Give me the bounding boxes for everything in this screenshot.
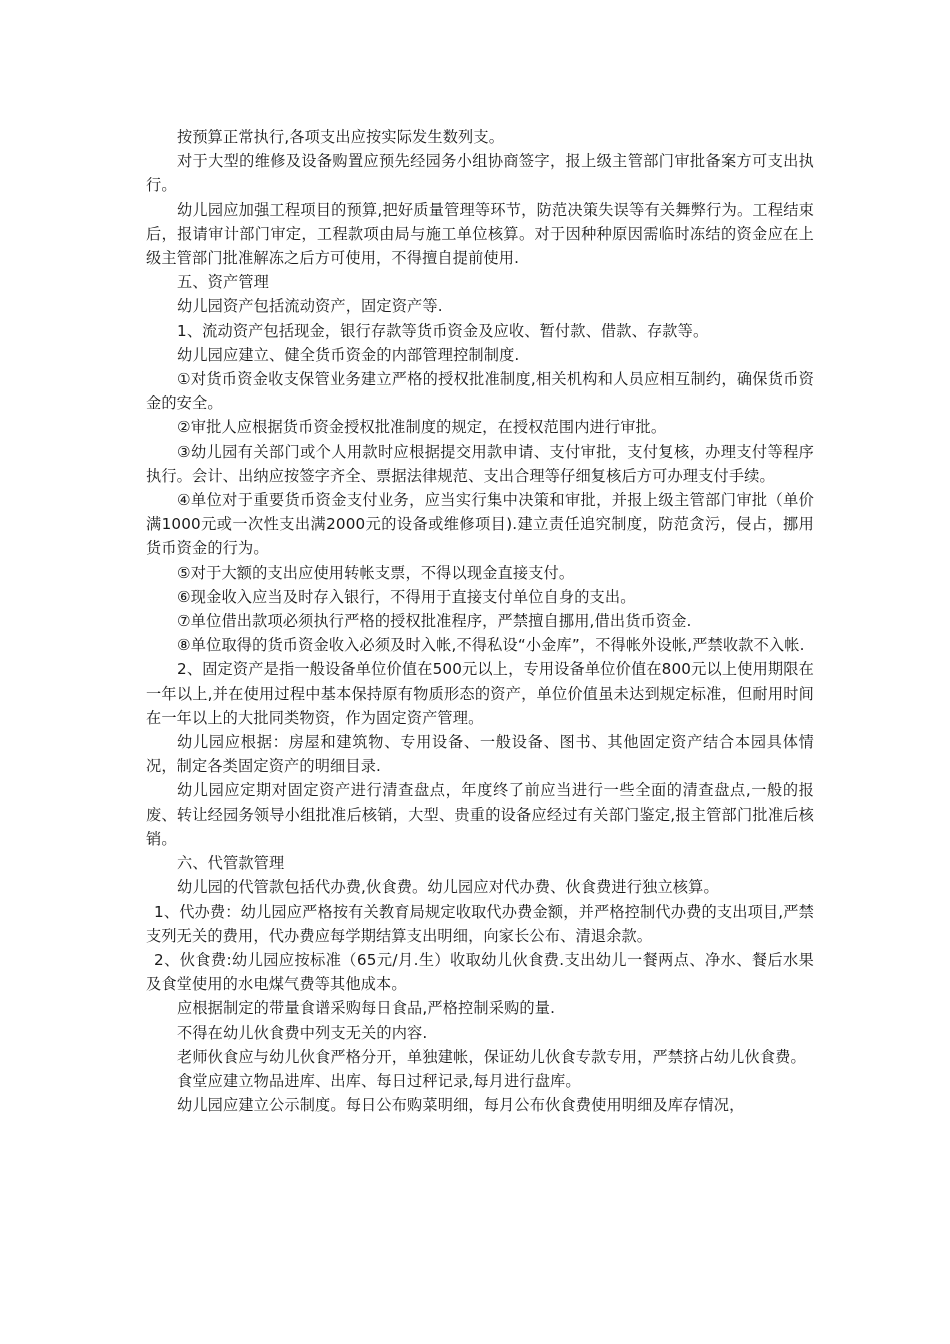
paragraph-17: 幼儿园应根据：房屋和建筑物、专用设备、一般设备、图书、其他固定资产结合本园具体情况，制定各类固定资产的明细目录. (146, 733, 814, 776)
paragraph-1: 按预算正常执行,各项支出应按实际发生数列支。 (177, 128, 505, 146)
paragraph-18: 幼儿园应定期对固定资产进行清查盘点，年度终了前应当进行一些全面的清查盘点,一般的报废、转让经园务领导小组批准后核销，大型、贵重的设备应经过有关部门鉴定,报主管部门批准后核销。 (146, 781, 814, 848)
paragraph-11: ④单位对于重要货币资金支付业务，应当实行集中决策和审批，并报上级主管部门审批（单价满1000元或一次性支出满2000元的设备或维修项目).建立责任追究制度，防范贪污，侵占，挪用货币资金的行为。 (146, 491, 814, 558)
paragraph-24: 不得在幼儿伙食费中列支无关的内容. (177, 1023, 428, 1042)
paragraph-16: 2、固定资产是指一般设备单位价值在500元以上，专用设备单位价值在800元以上使用期限在一年以上,并在使用过程中基本保持原有物质形态的资产，单位价值虽未达到规定标准，但耐用时间在一年以上的大批同类物资，作为固定资产管理。 (146, 660, 814, 727)
paragraph-26: 食堂应建立物品进库、出库、每日过秤记录,每月进行盘库。 (177, 1071, 581, 1090)
paragraph-20: 幼儿园的代管款包括代办费,伙食费。幼儿园应对代办费、伙食费进行独立核算。 (177, 878, 719, 897)
paragraph-14: ⑦单位借出款项必须执行严格的授权批准程序，严禁擅自挪用,借出货币资金. (177, 612, 692, 631)
paragraph-22: 2、伙食费:幼儿园应按标准（65元/月.生）收取幼儿伙食费.支出幼儿一餐两点、净水、餐后水果及食堂使用的水电煤气费等其他成本。 (146, 950, 814, 994)
paragraph-5: 幼儿园资产包括流动资产，固定资产等. (177, 297, 443, 316)
paragraph-3: 幼儿园应加强工程项目的预算,把好质量管理等环节，防范决策失误等有关舞弊行为。工程结束后，报请审计部门审定，工程款项由局与施工单位核算。对于因种种原因需临时冻结的资金应在上级主管部门批准解冻之后方可使用，不得擅自提前使用. (146, 200, 814, 268)
paragraph-10: ③幼儿园有关部门或个人用款时应根据提交用款申请、支付审批，支付复核，办理支付等程序执行。会计、出纳应按签字齐全、票据法律规范、支出合理等仔细复核后方可办理支付手续。 (146, 442, 814, 485)
paragraph-2: 对于大型的维修及设备购置应预先经园务小组协商签字，报上级主管部门审批备案方可支出执行。 (146, 152, 814, 195)
document-body (146, 125, 814, 1117)
paragraph-6: 1、流动资产包括现金，银行存款等货币资金及应收、暂付款、借款、存款等。 (177, 321, 709, 340)
paragraph-8: ①对货币资金收支保管业务建立严格的授权批准制度,相关机构和人员应相互制约，确保货币资金的安全。 (146, 370, 814, 413)
paragraph-12: ⑤对于大额的支出应使用转帐支票，不得以现金直接支付。 (177, 563, 575, 582)
section-heading-assets: 五、资产管理 (177, 273, 270, 292)
paragraph-23: 应根据制定的带量食谱采购每日食品,严格控制采购的量. (177, 999, 556, 1018)
paragraph-9: ②审批人应根据货币资金授权批准制度的规定，在授权范围内进行审批。 (177, 418, 667, 437)
paragraph-25: 老师伙食应与幼儿伙食严格分开，单独建帐，保证幼儿伙食专款专用，严禁挤占幼儿伙食费。 (177, 1047, 806, 1066)
paragraph-21: 1、代办费：幼儿园应严格按有关教育局规定收取代办费金额，并严格控制代办费的支出项目,严禁支列无关的费用，代办费应每学期结算支出明细，向家长公布、清退余款。 (146, 902, 814, 945)
section-heading-custody-funds: 六、代管款管理 (177, 854, 285, 873)
paragraph-27: 幼儿园应建立公示制度。每日公布购菜明细，每月公布伙食费使用明细及库存情况， (177, 1096, 745, 1115)
paragraph-15: ⑧单位取得的货币资金收入必须及时入帐,不得私设“小金库”，不得帐外设帐,严禁收款不入帐. (177, 636, 805, 655)
paragraph-7: 幼儿园应建立、健全货币资金的内部管理控制制度. (177, 345, 520, 364)
paragraph-13: ⑥现金收入应当及时存入银行，不得用于直接支付单位自身的支出。 (177, 587, 636, 606)
